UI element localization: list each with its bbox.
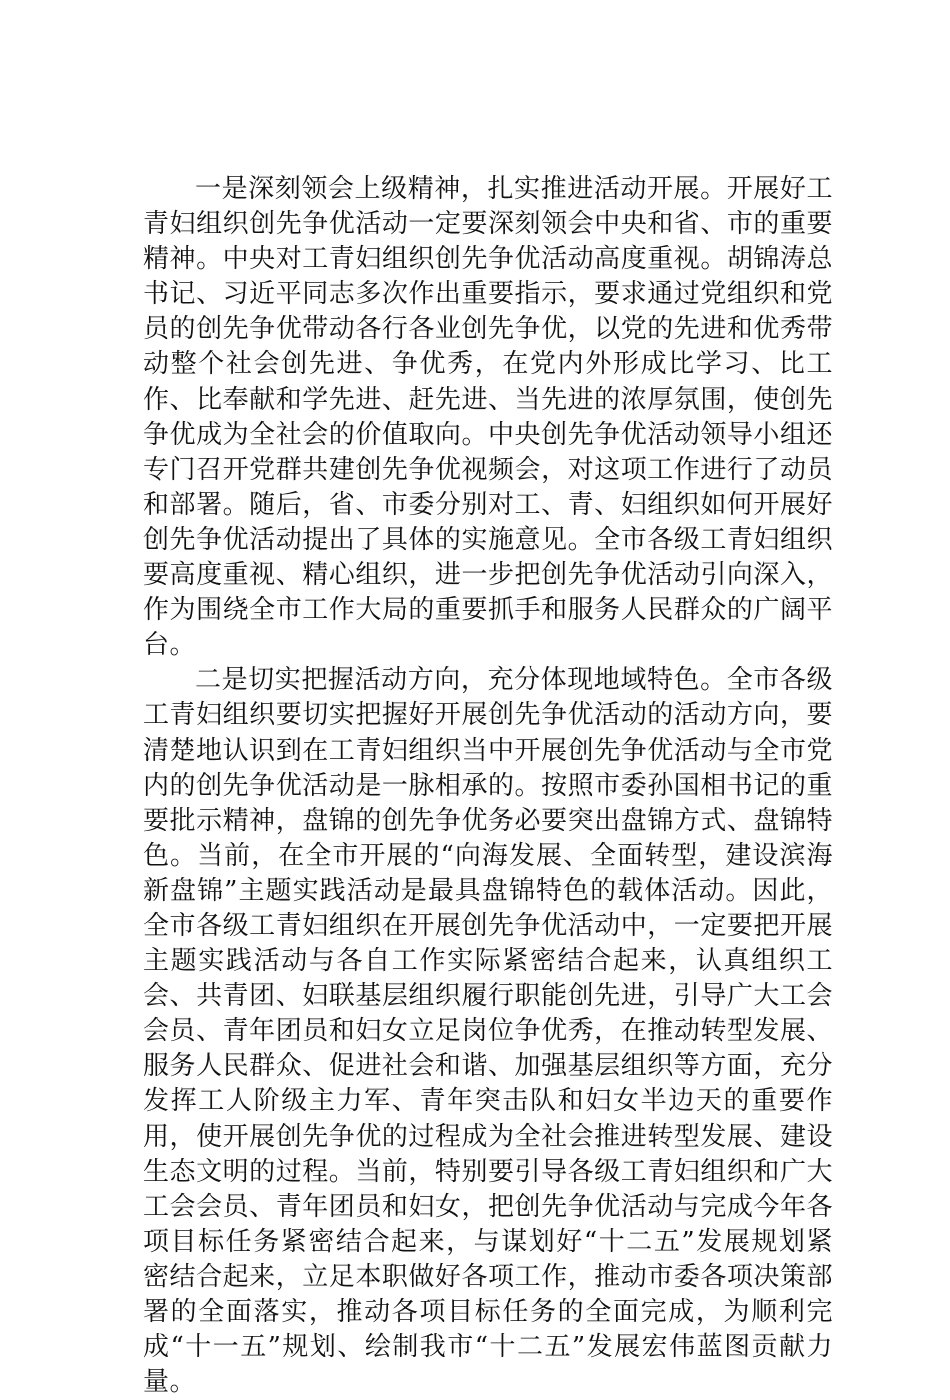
document-body	[143, 172, 833, 1400]
paragraph-2: 二是切实把握活动方向，充分体现地域特色。全市各级工青妇组织要切实把握好开展创先争优活动的活动方向，要清楚地认识到在工青妇组织当中开展创先争优活动与全市党内的创先争优活动是一脉相承的。按照市委孙国相书记的重要批示精神，盘锦的创先争优务必要突出盘锦方式、盘锦特色。当前，在全市开展的“向海发展、全面转型，建设滨海新盘锦”主题实践活动是最具盘锦特色的载体活动。因此，全市各级工青妇组织在开展创先争优活动中，一定要把开展主题实践活动与各自工作实际紧密结合起来，认真组织工会、共青团、妇联基层组织履行职能创先进，引导广大工会会员、青年团员和妇女立足岗位争优秀，在推动转型发展、服务人民群众、促进社会和谐、加强基层组织等方面，充分发挥工人阶级主力军、青年突击队和妇女半边天的重要作用，使开展创先争优的过程成为全社会推进转型发展、建设生态文明的过程。当前，特别要引导各级工青妇组织和广大工会会员、青年团员和妇女，把创先争优活动与完成今年各项目标任务紧密结合起来，与谋划好“十二五”发展规划紧密结合起来，立足本职做好各项工作，推动市委各项决策部署的全面落实，推动各项目标任务的全面完成，为顺利完成“十一五”规划、绘制我市“十二五”发展宏伟蓝图贡献力量。	[143, 665, 833, 1398]
paragraph-1: 一是深刻领会上级精神，扎实推进活动开展。开展好工青妇组织创先争优活动一定要深刻领会中央和省、市的重要精神。中央对工青妇组织创先争优活动高度重视。胡锦涛总书记、习近平同志多次作出重要指示，要求通过党组织和党员的创先争优带动各行各业创先争优，以党的先进和优秀带动整个社会创先进、争优秀，在党内外形成比学习、比工作、比奉献和学先进、赶先进、当先进的浓厚氛围，使创先争优成为全社会的价值取向。中央创先争优活动领导小组还专门召开党群共建创先争优视频会，对这项工作进行了动员和部署。随后，省、市委分别对工、青、妇组织如何开展好创先争优活动提出了具体的实施意见。全市各级工青妇组织要高度重视、精心组织，进一步把创先争优活动引向深入，作为围绕全市工作大局的重要抓手和服务人民群众的广阔平台。	[143, 174, 833, 661]
